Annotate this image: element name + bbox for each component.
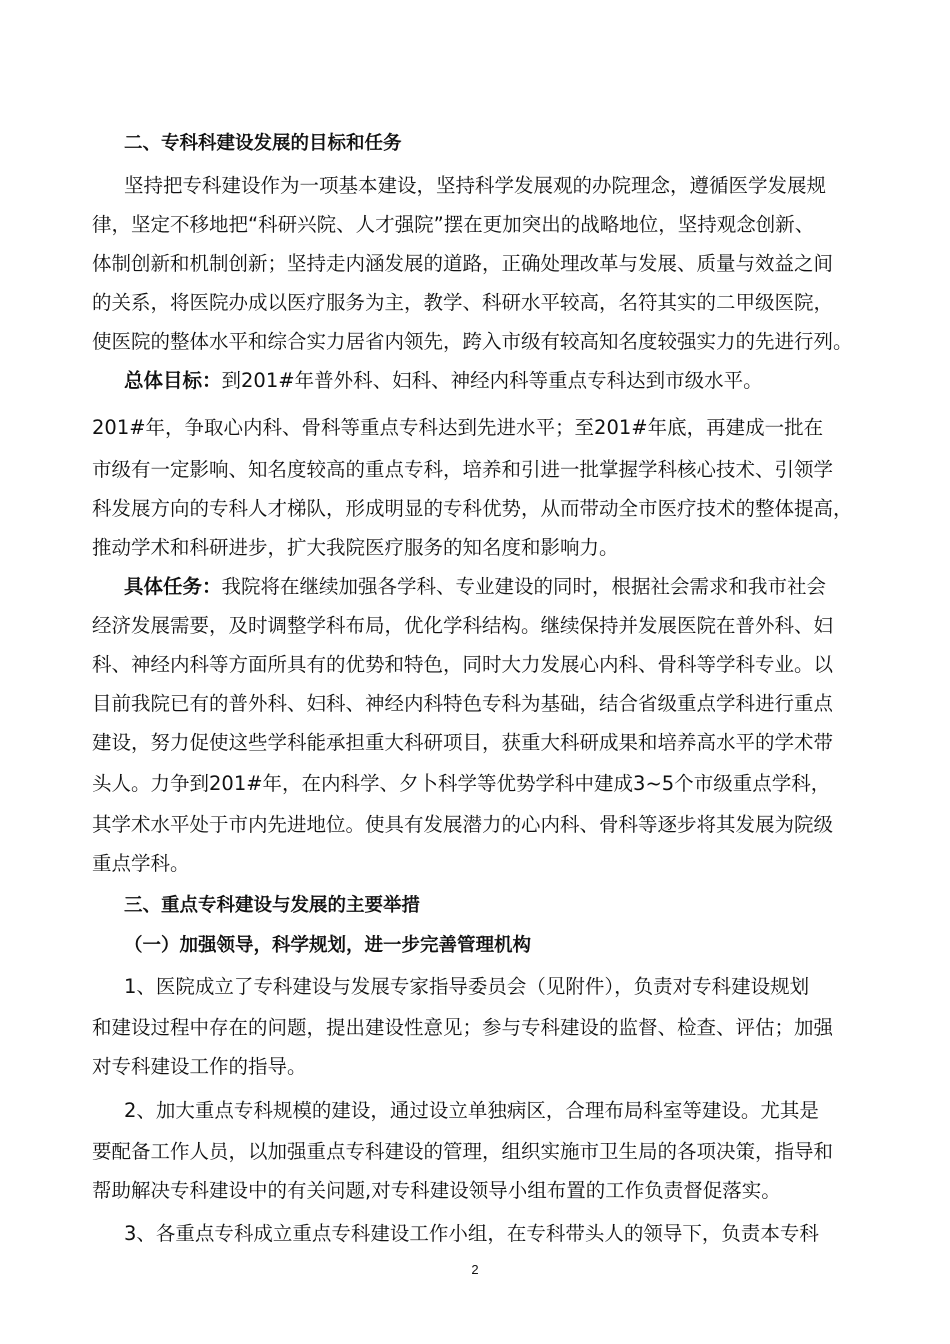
- paragraph-line: 对专科建设工作的指导。: [92, 1055, 307, 1078]
- paragraph-line: 其学术水平处于市内先进地位。使具有发展潜力的心内科、骨科等逐步将其发展为院级: [92, 813, 834, 836]
- paragraph-line: 1、医院成立了专科建设与发展专家指导委员会（见附件），负责对专科建设规划: [124, 975, 810, 998]
- paragraph-line: 3、各重点专科成立重点专科建设工作小组，在专科带头人的领导下，负责本专科: [124, 1222, 819, 1245]
- paragraph-line: 头人。力争到201#年，在内科学、夕卜科学等优势学科中建成3~5个市级重点学科，: [92, 772, 831, 795]
- overall-goal-line: [124, 367, 904, 395]
- page-number: 2: [471, 1262, 479, 1277]
- overall-goal-label: 总体目标：: [124, 369, 222, 392]
- paragraph-line: 推动学术和科研进步，扩大我院医疗服务的知名度和影响力。: [92, 536, 619, 559]
- paragraph-line: 经济发展需要，及时调整学科布局，优化学科结构。继续保持并发展医院在普外科、妇: [92, 614, 834, 637]
- paragraph-line: 建设，努力促使这些学科能承担重大科研项目，获重大科研成果和培养高水平的学术带: [92, 731, 834, 754]
- paragraph-line: 使医院的整体水平和综合实力居省内领先，跨入市级有较高知名度较强实力的先进行列。: [92, 330, 853, 353]
- paragraph-line: 的关系，将医院办成以医疗服务为主，教学、科研水平较高，名符其实的二甲级医院，: [92, 291, 834, 314]
- section-heading: 二、专科科建设发展的目标和任务: [124, 133, 402, 154]
- paragraph-line: 2、加大重点专科规模的建设，通过设立单独病区，合理布局科室等建设。尤其是: [124, 1099, 819, 1122]
- paragraph-line: 体制创新和机制创新；坚持走内涵发展的道路，正确处理改革与发展、质量与效益之间: [92, 252, 834, 275]
- paragraph-line: 科发展方向的专科人才梯队，形成明显的专科优势，从而带动全市医疗技术的整体提高，: [92, 497, 853, 520]
- specific-task-text: 我院将在继续加强各学科、专业建设的同时，根据社会需求和我市社会: [221, 575, 827, 598]
- overall-goal-text: 到201#年普外科、妇科、神经内科等重点专科达到市级水平。: [221, 369, 763, 392]
- paragraph-line: 和建设过程中存在的问题，提出建设性意见；参与专科建设的监督、检查、评估；加强: [92, 1016, 834, 1039]
- paragraph-line: 科、神经内科等方面所具有的优势和特色，同时大力发展心内科、骨科等学科专业。以: [92, 653, 834, 676]
- paragraph-line: 律，坚定不移地把“科研兴院、人才强院”摆在更加突出的战略地位，坚持观念创新、: [92, 213, 815, 236]
- paragraph-line: 201#年，争取心内科、骨科等重点专科达到先进水平；至201#年底，再建成一批在: [92, 416, 824, 439]
- paragraph-line: 坚持把专科建设作为一项基本建设，坚持科学发展观的办院理念，遵循医学发展规: [124, 174, 827, 197]
- specific-task-label: 具体任务：: [124, 575, 222, 598]
- paragraph-line: 要配备工作人员，以加强重点专科建设的管理，组织实施市卫生局的各项决策，指导和: [92, 1140, 834, 1163]
- specific-task-line: [124, 573, 904, 601]
- paragraph-line: 市级有一定影响、知名度较高的重点专科，培养和引进一批掌握学科核心技术、引领学: [92, 458, 834, 481]
- paragraph-line: 目前我院已有的普外科、妇科、神经内科特色专科为基础，结合省级重点学科进行重点: [92, 692, 834, 715]
- paragraph-line: 重点学科。: [92, 852, 190, 875]
- subsection-heading: （一）加强领导，科学规划，进一步完善管理机构: [124, 935, 532, 956]
- section-heading: 三、重点专科建设与发展的主要举措: [124, 895, 421, 916]
- paragraph-line: 帮助解决专科建设中的有关问题,对专科建设领导小组布置的工作负责督促落实。: [92, 1179, 781, 1202]
